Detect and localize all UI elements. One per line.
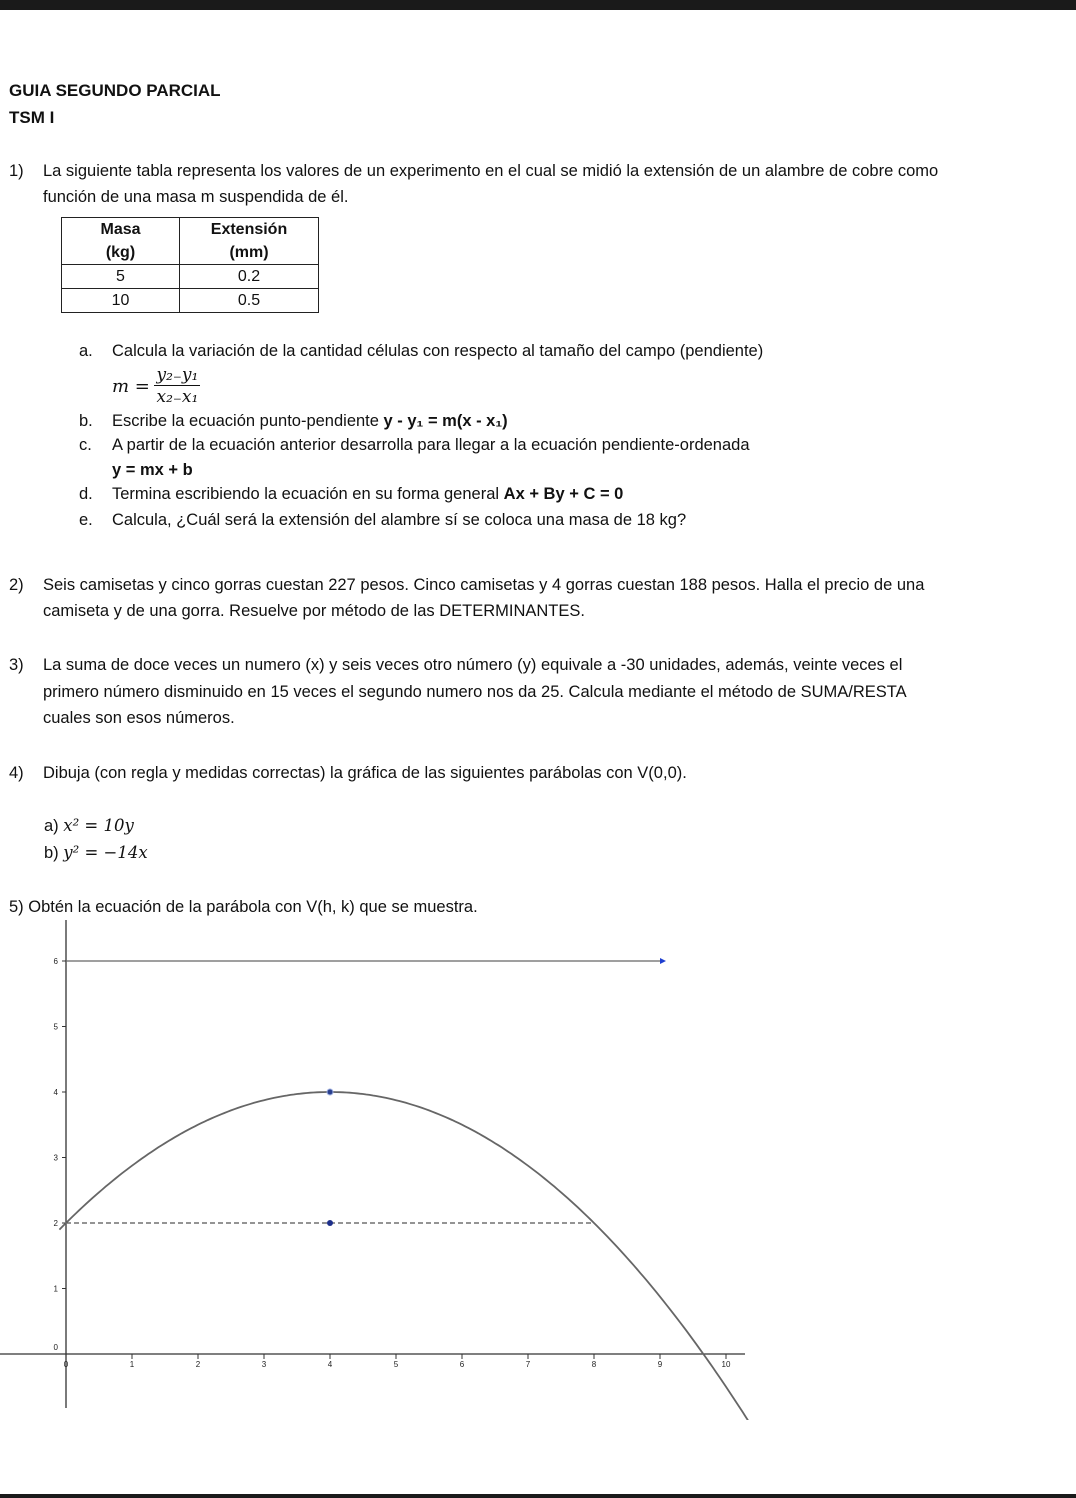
x-tick-label: 4	[327, 1360, 333, 1369]
table-header-row	[62, 218, 319, 265]
item-d	[112, 485, 623, 504]
question-4-text: Dibuja (con regla y medidas correctas) la gráfica de las siguientes parábolas con V(0,0).	[43, 764, 687, 782]
table-cell: 5	[62, 265, 180, 289]
item-a-label: a.	[79, 342, 93, 360]
table-header-extension	[180, 218, 319, 265]
y-tick-label: 1	[53, 1284, 58, 1294]
top-border	[0, 0, 1076, 10]
question-3-line3: cuales son esos números.	[43, 709, 235, 727]
parabola-a	[44, 816, 134, 836]
x-tick-label: 7	[525, 1360, 531, 1369]
header-extension-line1: Extensión	[210, 221, 288, 238]
question-3-line1: La suma de doce veces un numero (x) y seis veces otro número (y) equivale a -30 unidades, además, veinte veces el	[43, 656, 903, 674]
x-tick-label: 10	[721, 1360, 731, 1369]
item-c-text: A partir de la ecuación anterior desarrolla para llegar a la ecuación pendiente-ordenada	[112, 436, 750, 454]
parabola-b-label: b)	[44, 844, 59, 862]
item-d-label: d.	[79, 485, 93, 503]
page-title: GUIA SEGUNDO PARCIAL	[9, 81, 221, 100]
parabola-curve	[59, 1092, 752, 1420]
x-tick-label: 2	[195, 1360, 201, 1369]
table-cell: 10	[62, 289, 180, 313]
question-4-number: 4)	[9, 764, 24, 782]
focus-point	[327, 1220, 333, 1226]
x-tick-label: 5	[393, 1360, 399, 1369]
question-2-line2: camiseta y de una gorra. Resuelve por método de las DETERMINANTES.	[43, 602, 585, 620]
y-tick-label: 6	[53, 957, 58, 966]
question-1-number: 1)	[9, 162, 24, 180]
page-subtitle: TSM I	[9, 108, 55, 127]
y-ticks	[54, 957, 66, 1352]
item-e-text: Calcula, ¿Cuál será la extensión del alambre sí se coloca una masa de 18 kg?	[112, 511, 687, 529]
parabola-b-equation: y² = −14x	[63, 843, 148, 862]
vertex-point	[327, 1089, 333, 1095]
table-row	[62, 265, 319, 289]
table-row	[62, 289, 319, 313]
x-tick-label: 0	[63, 1360, 69, 1369]
question-3-number: 3)	[9, 656, 24, 674]
question-2-line1: Seis camisetas y cinco gorras cuestan 227 pesos. Cinco camisetas y 4 gorras cuestan 188 pesos. Halla el precio de una	[43, 576, 925, 594]
parabola-a-label: a)	[44, 817, 59, 835]
y-tick-label: 0	[53, 1343, 58, 1352]
x-tick-label: 8	[591, 1360, 597, 1369]
slope-numerator: y₂₋y₁	[156, 365, 199, 385]
y-tick-label: 4	[53, 1088, 58, 1097]
header-mass-line2: (kg)	[105, 244, 136, 261]
item-c-label: c.	[79, 436, 92, 454]
item-e-label: e.	[79, 511, 93, 529]
question-3-line2: primero número disminuido en 15 veces el segundo numero nos da 25. Calcula mediante el método de SUMA/RESTA	[43, 683, 907, 701]
item-b-label: b.	[79, 412, 93, 430]
x-ticks	[64, 1354, 731, 1369]
item-b-text: Escribe la ecuación punto-pendiente	[112, 412, 379, 430]
data-table	[61, 217, 319, 313]
y-tick-label: 3	[53, 1153, 58, 1163]
y-tick-label: 2	[53, 1219, 58, 1228]
point-slope-equation: y - y₁ = m(x - x₁)	[383, 412, 508, 430]
parabola-b	[44, 843, 148, 863]
x-tick-label: 9	[657, 1360, 663, 1369]
slope-intercept-equation: y = mx + b	[112, 461, 193, 479]
header-mass-line1: Masa	[100, 221, 141, 238]
header-extension-line2: (mm)	[229, 244, 269, 261]
directrix-arrow	[660, 958, 666, 964]
slope-denominator: x₂₋x₁	[156, 387, 199, 407]
slope-formula	[112, 365, 200, 408]
question-1-line2: función de una masa m suspendida de él.	[43, 188, 349, 206]
item-a-text: Calcula la variación de la cantidad células con respecto al tamaño del campo (pendiente)	[112, 342, 764, 360]
bottom-border	[0, 1494, 1076, 1498]
question-5-text: 5) Obtén la ecuación de la parábola con V(h, k) que se muestra.	[9, 898, 478, 916]
table-cell: 0.5	[180, 289, 319, 313]
x-tick-label: 1	[129, 1360, 135, 1369]
parabola-graph	[0, 920, 760, 1420]
table-header-mass	[62, 218, 180, 265]
x-tick-label: 6	[459, 1360, 465, 1369]
slope-formula-lhs: m =	[112, 376, 150, 397]
x-tick-label: 3	[261, 1360, 267, 1369]
slope-fraction	[154, 365, 200, 408]
table-cell: 0.2	[180, 265, 319, 289]
item-b	[112, 412, 508, 431]
general-form-equation: Ax + By + C = 0	[503, 485, 624, 503]
y-tick-label: 5	[53, 1022, 58, 1032]
parabola-a-equation: x² = 10y	[63, 816, 134, 835]
item-d-text: Termina escribiendo la ecuación en su forma general	[112, 485, 500, 503]
question-1-line1: La siguiente tabla representa los valores de un experimento en el cual se midió la extensión de un alambre de cobre como	[43, 162, 939, 180]
question-2-number: 2)	[9, 576, 24, 594]
